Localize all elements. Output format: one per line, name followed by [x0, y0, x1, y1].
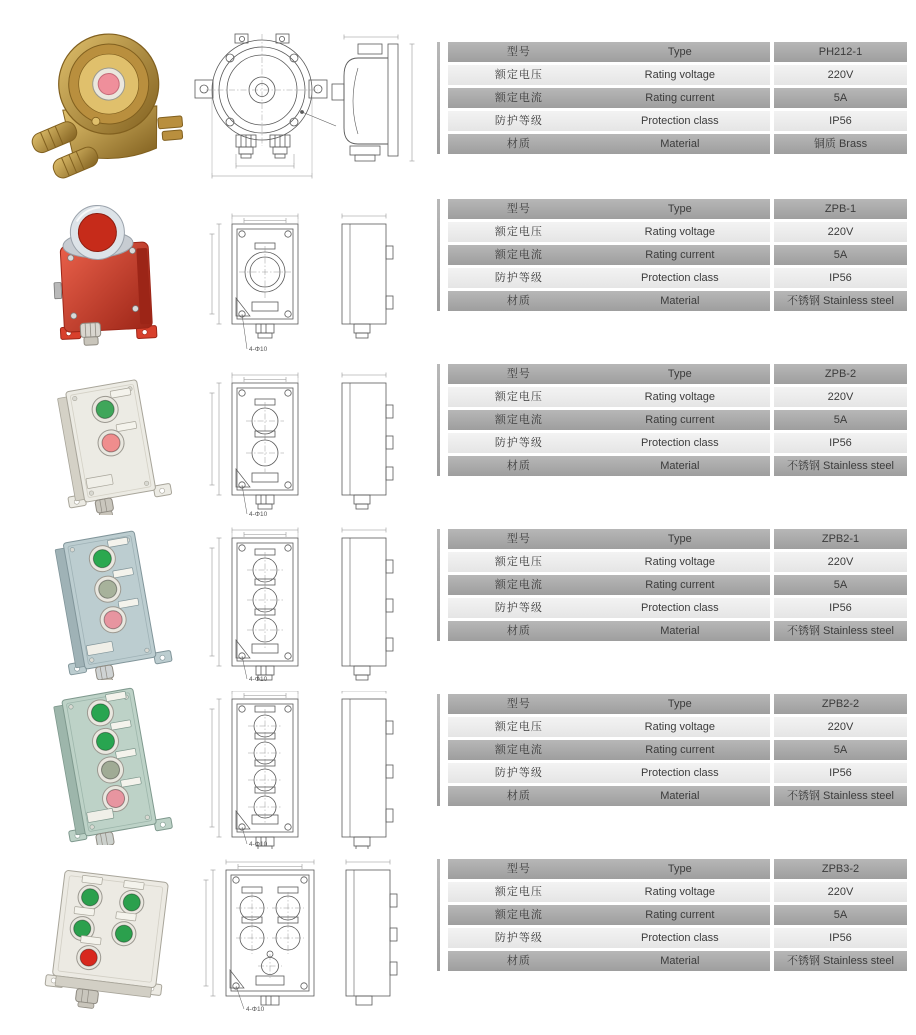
spec-value: IP56 — [774, 268, 907, 288]
spec-label-cn: 额定电压 — [494, 226, 543, 238]
table-left-bar — [437, 529, 440, 641]
spec-row — [448, 882, 907, 902]
photo-svg — [28, 522, 193, 680]
spec-label-cn: 材质 — [506, 460, 531, 472]
spec-label-cn: 额定电流 — [494, 744, 543, 756]
spec-row — [448, 598, 907, 618]
spec-row — [448, 134, 907, 154]
spec-label-cn: 额定电压 — [494, 721, 543, 733]
spec-label-en: Protection class — [641, 437, 719, 449]
drawing-svg — [190, 196, 435, 354]
spec-labels — [448, 552, 770, 572]
spec-labels — [448, 928, 770, 948]
technical-drawing — [190, 28, 435, 186]
spec-label-en: Rating current — [645, 909, 715, 921]
spec-label-en: Material — [660, 955, 700, 967]
spec-value: 不锈钢 Stainless steel — [774, 291, 907, 311]
spec-label-cn: 材质 — [506, 295, 531, 307]
spec-label-en: Rating voltage — [644, 886, 715, 898]
product-row — [0, 190, 916, 358]
spec-label-cn: 额定电流 — [494, 414, 543, 426]
spec-label-en: Protection class — [641, 767, 719, 779]
drawing-svg — [190, 28, 435, 186]
spec-label-cn: 防护等级 — [494, 767, 543, 779]
spec-label-cn: 型号 — [506, 203, 531, 215]
spec-label-cn: 防护等级 — [494, 115, 543, 127]
spec-label-cn: 材质 — [506, 955, 531, 967]
spec-labels — [448, 222, 770, 242]
spec-label-en: Protection class — [641, 272, 719, 284]
spec-labels — [448, 88, 770, 108]
drawing-svg — [190, 856, 435, 1014]
spec-row — [448, 268, 907, 288]
spec-value: 不锈钢 Stainless steel — [774, 951, 907, 971]
spec-label-cn: 额定电流 — [494, 92, 543, 104]
spec-row — [448, 291, 907, 311]
spec-value: 5A — [774, 740, 907, 760]
spec-label-en: Protection class — [641, 115, 719, 127]
table-left-bar — [437, 694, 440, 806]
spec-value: 5A — [774, 88, 907, 108]
spec-labels — [448, 199, 770, 219]
spec-labels — [448, 529, 770, 549]
spec-label-en: Rating voltage — [644, 721, 715, 733]
spec-labels — [448, 245, 770, 265]
spec-value: 220V — [774, 222, 907, 242]
technical-drawing — [190, 526, 435, 684]
spec-label-en: Rating current — [645, 744, 715, 756]
spec-value: 220V — [774, 65, 907, 85]
spec-label-cn: 材质 — [506, 625, 531, 637]
spec-table — [437, 42, 907, 154]
spec-row — [448, 433, 907, 453]
spec-row — [448, 199, 907, 219]
spec-label-en: Type — [667, 698, 692, 710]
spec-value: 220V — [774, 552, 907, 572]
spec-label-cn: 型号 — [506, 698, 531, 710]
spec-row — [448, 222, 907, 242]
spec-labels — [448, 859, 770, 879]
drawing-svg — [190, 361, 435, 519]
spec-label-en: Type — [667, 203, 692, 215]
spec-label-en: Rating current — [645, 249, 715, 261]
spec-labels — [448, 456, 770, 476]
drawing-annotation: 4-Φ10 — [249, 676, 268, 683]
spec-label-en: Rating voltage — [644, 556, 715, 568]
spec-table — [437, 694, 907, 806]
spec-value: ZPB3-2 — [774, 859, 907, 879]
spec-label-cn: 防护等级 — [494, 932, 543, 944]
spec-row — [448, 552, 907, 572]
spec-value: 220V — [774, 882, 907, 902]
spec-row — [448, 763, 907, 783]
table-left-bar — [437, 199, 440, 311]
spec-label-en: Type — [667, 863, 692, 875]
technical-drawing — [190, 361, 435, 519]
photo-svg — [28, 192, 193, 350]
spec-value: IP56 — [774, 433, 907, 453]
spec-label-en: Material — [660, 138, 700, 150]
table-left-bar — [437, 859, 440, 971]
spec-label-cn: 型号 — [506, 533, 531, 545]
product-row — [0, 850, 916, 1018]
spec-row — [448, 694, 907, 714]
spec-row — [448, 529, 907, 549]
technical-drawing — [190, 856, 435, 1014]
spec-row — [448, 42, 907, 62]
spec-value: ZPB-2 — [774, 364, 907, 384]
spec-rows — [448, 694, 907, 806]
drawing-annotation: 4-Φ10 — [246, 1006, 265, 1013]
product-photo — [28, 192, 193, 350]
spec-row — [448, 905, 907, 925]
spec-label-en: Material — [660, 790, 700, 802]
spec-row — [448, 621, 907, 641]
spec-labels — [448, 786, 770, 806]
drawing-svg — [190, 691, 435, 849]
spec-labels — [448, 740, 770, 760]
spec-labels — [448, 598, 770, 618]
spec-labels — [448, 387, 770, 407]
spec-value: 5A — [774, 410, 907, 430]
spec-label-cn: 额定电压 — [494, 69, 543, 81]
spec-labels — [448, 763, 770, 783]
photo-svg — [28, 687, 193, 845]
spec-labels — [448, 951, 770, 971]
spec-label-cn: 材质 — [506, 138, 531, 150]
spec-label-cn: 防护等级 — [494, 437, 543, 449]
spec-label-en: Rating voltage — [644, 69, 715, 81]
product-row — [0, 520, 916, 688]
spec-value: IP56 — [774, 928, 907, 948]
spec-row — [448, 410, 907, 430]
spec-labels — [448, 575, 770, 595]
spec-labels — [448, 364, 770, 384]
photo-svg — [28, 852, 193, 1010]
spec-value: 5A — [774, 575, 907, 595]
spec-value: 5A — [774, 905, 907, 925]
spec-label-cn: 额定电流 — [494, 249, 543, 261]
spec-rows — [448, 859, 907, 971]
spec-labels — [448, 433, 770, 453]
spec-label-en: Rating current — [645, 579, 715, 591]
table-left-bar — [437, 364, 440, 476]
spec-labels — [448, 621, 770, 641]
spec-row — [448, 951, 907, 971]
spec-labels — [448, 882, 770, 902]
spec-row — [448, 740, 907, 760]
spec-labels — [448, 268, 770, 288]
spec-value: ZPB-1 — [774, 199, 907, 219]
spec-table — [437, 364, 907, 476]
technical-drawing — [190, 196, 435, 354]
spec-label-en: Type — [667, 368, 692, 380]
product-photo — [28, 24, 193, 182]
spec-value: ZPB2-2 — [774, 694, 907, 714]
spec-value: 不锈钢 Stainless steel — [774, 786, 907, 806]
spec-row — [448, 364, 907, 384]
spec-label-en: Type — [667, 46, 692, 58]
spec-value: 不锈钢 Stainless steel — [774, 456, 907, 476]
spec-labels — [448, 134, 770, 154]
spec-label-en: Material — [660, 295, 700, 307]
spec-rows — [448, 529, 907, 641]
spec-labels — [448, 410, 770, 430]
spec-labels — [448, 291, 770, 311]
spec-rows — [448, 42, 907, 154]
spec-table — [437, 859, 907, 971]
spec-table — [437, 529, 907, 641]
spec-label-cn: 型号 — [506, 368, 531, 380]
spec-labels — [448, 42, 770, 62]
spec-labels — [448, 65, 770, 85]
spec-label-en: Protection class — [641, 932, 719, 944]
spec-value: 铜质 Brass — [774, 134, 907, 154]
spec-label-en: Type — [667, 533, 692, 545]
spec-value: 5A — [774, 245, 907, 265]
spec-label-cn: 防护等级 — [494, 602, 543, 614]
spec-value: IP56 — [774, 763, 907, 783]
product-row — [0, 685, 916, 853]
spec-row — [448, 786, 907, 806]
spec-value: 220V — [774, 387, 907, 407]
photo-svg — [28, 357, 193, 515]
drawing-annotation: 4-Φ10 — [249, 511, 268, 518]
drawing-annotation: 4-Φ10 — [249, 346, 268, 353]
product-photo — [28, 522, 193, 680]
spec-row — [448, 717, 907, 737]
photo-svg — [28, 24, 193, 182]
product-row — [0, 355, 916, 523]
spec-label-en: Rating current — [645, 414, 715, 426]
spec-label-cn: 防护等级 — [494, 272, 543, 284]
spec-labels — [448, 905, 770, 925]
spec-row — [448, 65, 907, 85]
spec-label-en: Rating voltage — [644, 226, 715, 238]
product-row — [0, 22, 916, 190]
spec-label-en: Rating current — [645, 92, 715, 104]
spec-row — [448, 456, 907, 476]
spec-label-cn: 额定电压 — [494, 556, 543, 568]
product-photo — [28, 852, 193, 1010]
spec-labels — [448, 717, 770, 737]
spec-value: 220V — [774, 717, 907, 737]
spec-table — [437, 199, 907, 311]
spec-label-cn: 型号 — [506, 46, 531, 58]
spec-rows — [448, 199, 907, 311]
spec-row — [448, 245, 907, 265]
spec-label-en: Material — [660, 625, 700, 637]
spec-row — [448, 928, 907, 948]
spec-rows — [448, 364, 907, 476]
spec-labels — [448, 111, 770, 131]
spec-labels — [448, 694, 770, 714]
drawing-svg — [190, 526, 435, 684]
spec-label-en: Rating voltage — [644, 391, 715, 403]
product-photo — [28, 357, 193, 515]
spec-row — [448, 111, 907, 131]
technical-drawing — [190, 691, 435, 849]
spec-label-en: Protection class — [641, 602, 719, 614]
spec-label-cn: 额定电流 — [494, 579, 543, 591]
spec-label-cn: 型号 — [506, 863, 531, 875]
spec-row — [448, 575, 907, 595]
drawing-annotation: 4-Φ10 — [249, 841, 268, 848]
spec-label-cn: 额定电压 — [494, 391, 543, 403]
spec-value: IP56 — [774, 598, 907, 618]
spec-row — [448, 88, 907, 108]
spec-label-cn: 额定电压 — [494, 886, 543, 898]
spec-label-en: Material — [660, 460, 700, 472]
spec-value: PH212-1 — [774, 42, 907, 62]
spec-value: ZPB2-1 — [774, 529, 907, 549]
spec-value: IP56 — [774, 111, 907, 131]
spec-label-cn: 额定电流 — [494, 909, 543, 921]
spec-row — [448, 387, 907, 407]
spec-value: 不锈钢 Stainless steel — [774, 621, 907, 641]
spec-row — [448, 859, 907, 879]
table-left-bar — [437, 42, 440, 154]
spec-label-cn: 材质 — [506, 790, 531, 802]
product-photo — [28, 687, 193, 845]
